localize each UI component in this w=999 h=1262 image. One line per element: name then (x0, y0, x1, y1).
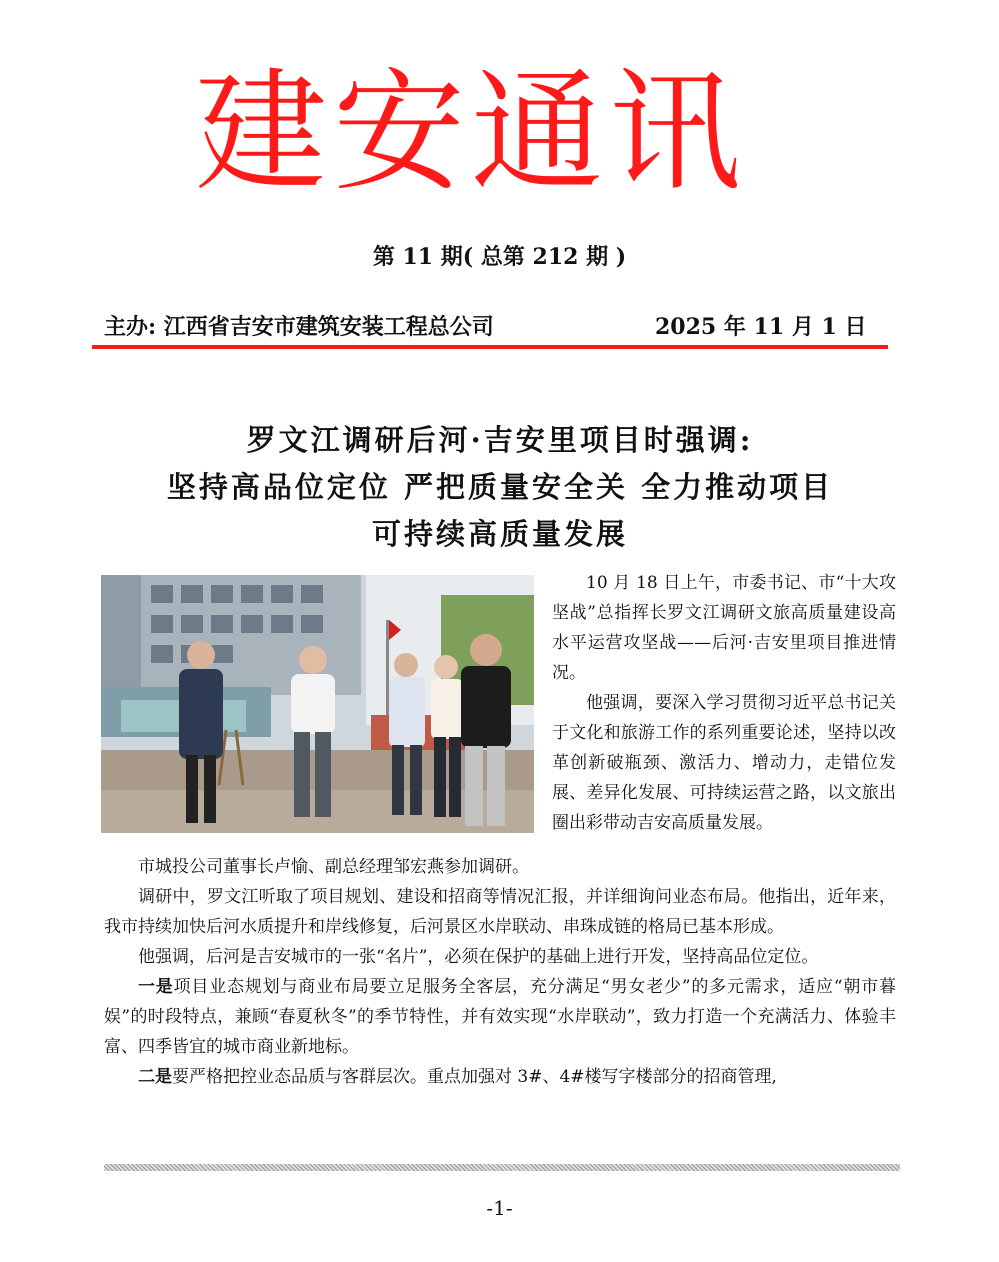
publisher-line: 主办: 江西省吉安市建筑安装工程总公司 (104, 314, 494, 340)
headline-line-2: 坚持高品位定位 严把质量安全关 全力推动项目 (166, 470, 834, 504)
side-column-text (552, 568, 896, 838)
paragraph-lead: 10 月 18 日上午，市委书记、市“十大攻坚战”总指挥长罗文江调研文旅高质量建设高水平运营攻坚战——后河·吉安里项目推进情况。 (552, 573, 896, 683)
point-one-text: 项目业态规划与商业布局要立足服务全客层，充分满足“男女老少”的多元需求，适应“朝市暮娱”的时段特点，兼顾“春夏秋冬”的季节特性，并有效实现“水岸联动”，致力打造一个充满活力、体验丰富、四季皆宜的城市商业新地标。 (104, 977, 896, 1057)
header-divider (92, 345, 888, 349)
paragraph-attendees: 市城投公司董事长卢愉、副总经理邹宏燕参加调研。 (138, 857, 529, 877)
page-number: -1- (486, 1196, 513, 1220)
news-photo (101, 575, 534, 833)
point-two-lead: 二是 (138, 1067, 172, 1087)
point-one-lead: 一是 (138, 977, 174, 997)
paragraph-positioning: 他强调，后河是吉安城市的一张“名片”，必须在保护的基础上进行开发，坚持高品位定位。 (138, 947, 819, 967)
issue-number: 第 11 期( 总第 212 期 ) (372, 244, 627, 270)
paragraph-point-two (104, 1062, 896, 1092)
headline-line-3: 可持续高质量发展 (371, 517, 628, 551)
point-two-text: 要严格把控业态品质与客群层次。重点加强对 3#、4#楼写字楼部分的招商管理, (172, 1067, 777, 1087)
paragraph-briefing: 调研中，罗文江听取了项目规划、建设和招商等情况汇报，并详细询问业态布局。他指出，近年来，我市持续加快后河水质提升和岸线修复，后河景区水岸联动、串珠成链的格局已基本形成。 (104, 887, 896, 937)
paragraph-point-one (104, 972, 896, 1062)
masthead-title: 建安通讯 (195, 56, 747, 210)
footer-divider (104, 1164, 900, 1171)
body-text (104, 852, 896, 1092)
paragraph-emphasis: 他强调，要深入学习贯彻习近平总书记关于文化和旅游工作的系列重要论述，坚持以改革创新破瓶颈、激活力、增动力，走错位发展、差异化发展、可持续运营之路，以文旅出圈出彩带动吉安高质量发展。 (552, 693, 896, 833)
publish-date: 2025 年 11 月 1 日 (655, 314, 867, 340)
headline-line-1: 罗文江调研后河·吉安里项目时强调: (246, 423, 754, 457)
